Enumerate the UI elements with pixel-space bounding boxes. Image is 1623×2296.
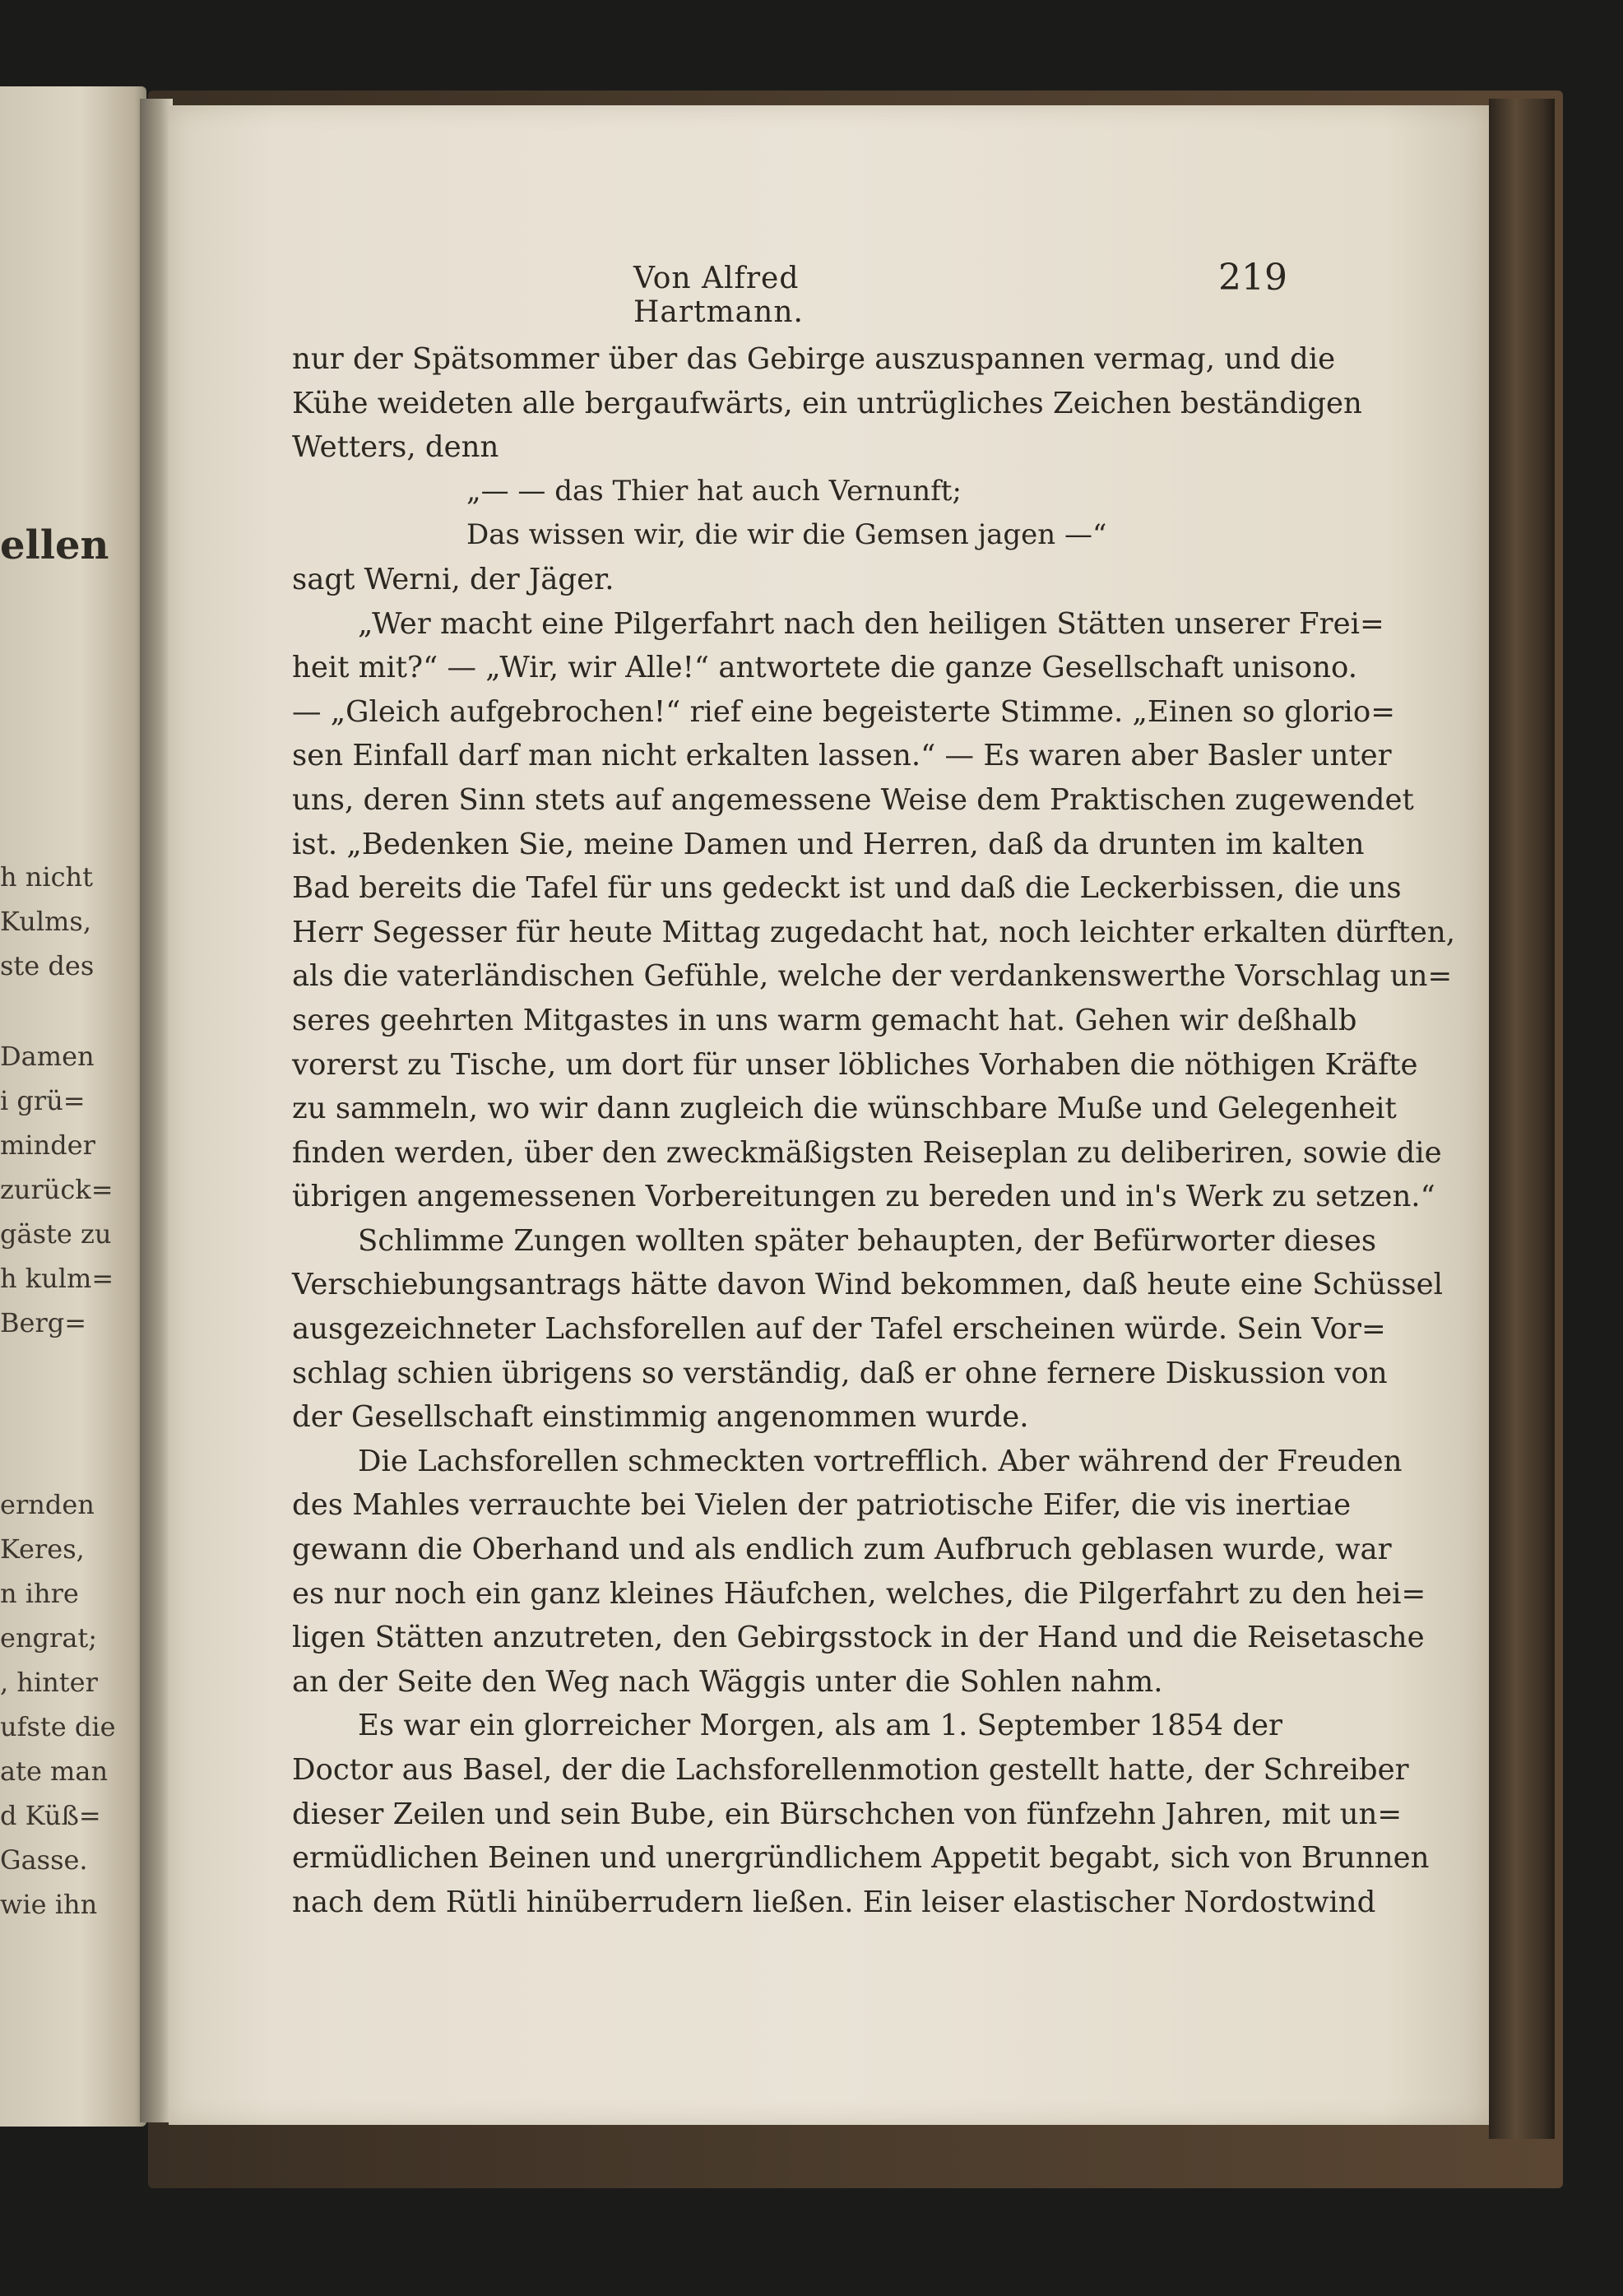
book-gutter	[140, 99, 173, 2122]
left-page-line: wie ihn	[0, 1889, 98, 1920]
left-page-line: Damen	[0, 1041, 95, 1072]
text-line: ist. „Bedenken Sie, meine Damen und Herren, daß da drunten im kalten	[292, 827, 1365, 861]
text-line: der Gesellschaft einstimmig angenommen wurde.	[292, 1400, 1029, 1435]
text-line: ligen Stätten anzutreten, den Gebirgsstock in der Hand und die Reisetasche	[292, 1621, 1425, 1655]
text-line: Die Lachsforellen schmeckten vortrefflich. Aber während der Freuden	[358, 1444, 1403, 1478]
left-page-line: engrat;	[0, 1622, 98, 1654]
text-line: nach dem Rütli hinüberrudern ließen. Ein leiser elastischer Nordostwind	[292, 1885, 1376, 1919]
left-page-heading-fragment: ellen	[0, 522, 109, 568]
text-line: nur der Spätsommer über das Gebirge auszuspannen vermag, und die	[292, 342, 1336, 376]
text-line: schlag schien übrigens so verständig, daß er ohne fernere Diskussion von	[292, 1356, 1388, 1390]
page-number: 219	[1218, 257, 1287, 299]
text-line: als die vaterländischen Gefühle, welche der verdankenswerthe Vorschlag un=	[292, 959, 1453, 994]
left-page-line: zurück=	[0, 1174, 114, 1205]
text-line: Herr Segesser für heute Mittag zugedacht hat, noch leichter erkalten dürften,	[292, 915, 1456, 949]
verse-line: „— — das Thier hat auch Vernunft;	[466, 474, 962, 508]
left-page-line: Berg=	[0, 1307, 87, 1338]
text-line: übrigen angemessenen Vorbereitungen zu bereden und in's Werk zu setzen.“	[292, 1180, 1435, 1214]
text-line: gewann die Oberhand und als endlich zum Aufbruch geblasen wurde, war	[292, 1533, 1392, 1567]
text-line: heit mit?“ — „Wir, wir Alle!“ antwortete die ganze Gesellschaft unisono.	[292, 651, 1358, 685]
left-page-line: h nicht	[0, 861, 94, 893]
left-page-line: , hinter	[0, 1667, 98, 1698]
text-line: Verschiebungsantrags hätte davon Wind bekommen, daß heute eine Schüssel	[292, 1268, 1443, 1302]
left-page-line: Gasse.	[0, 1844, 88, 1876]
left-page-line: minder	[0, 1129, 95, 1161]
left-page	[0, 86, 146, 2127]
left-page-line: i grü=	[0, 1085, 86, 1116]
text-line: seres geehrten Mitgastes in uns warm gemacht hat. Gehen wir deßhalb	[292, 1003, 1357, 1037]
text-line: vorerst zu Tische, um dort für unser löbliches Vorhaben die nöthigen Kräfte	[292, 1047, 1418, 1082]
left-page-line: ernden	[0, 1489, 95, 1520]
text-line: finden werden, über den zweckmäßigsten Reiseplan zu deliberiren, sowie die	[292, 1135, 1442, 1170]
text-line: Wetters, denn	[292, 430, 499, 465]
text-line: — „Gleich aufgebrochen!“ rief eine begeisterte Stimme. „Einen so glorio=	[292, 694, 1395, 729]
left-page-line: ate man	[0, 1756, 109, 1787]
text-line: an der Seite den Weg nach Wäggis unter die Sohlen nahm.	[292, 1664, 1163, 1699]
body-text	[292, 337, 1456, 1924]
text-line: sagt Werni, der Jäger.	[292, 562, 614, 596]
text-line: des Mahles verrauchte bei Vielen der patriotische Eifer, die vis inertiae	[292, 1488, 1352, 1523]
left-page-line: gäste zu	[0, 1218, 112, 1250]
text-line: Bad bereits die Tafel für uns gedeckt ist und daß die Leckerbissen, die uns	[292, 871, 1402, 906]
text-line: Es war ein glorreicher Morgen, als am 1. September 1854 der	[358, 1709, 1282, 1743]
text-line: Doctor aus Basel, der die Lachsforellenmotion gestellt hatte, der Schreiber	[292, 1753, 1409, 1787]
text-line: Kühe weideten alle bergaufwärts, ein untrügliches Zeichen beständigen	[292, 386, 1362, 420]
text-line: ermüdlichen Beinen und unergründlichem Appetit begabt, sich von Brunnen	[292, 1841, 1430, 1876]
text-line: ausgezeichneter Lachsforellen auf der Tafel erscheinen würde. Sein Vor=	[292, 1312, 1386, 1347]
text-line: Schlimme Zungen wollten später behaupten, der Befürworter dieses	[358, 1223, 1377, 1258]
left-page-line: ufste die	[0, 1711, 116, 1742]
cover-edge	[1489, 99, 1555, 2139]
text-line: „Wer macht eine Pilgerfahrt nach den heiligen Stätten unserer Frei=	[358, 606, 1384, 641]
left-page-line: d Küß=	[0, 1800, 101, 1831]
left-page-line: h kulm=	[0, 1263, 114, 1294]
text-line: sen Einfall darf man nicht erkalten lassen.“ — Es waren aber Basler unter	[292, 739, 1392, 773]
left-page-line: Keres,	[0, 1533, 85, 1565]
text-line: zu sammeln, wo wir dann zugleich die wünschbare Muße und Gelegenheit	[292, 1092, 1397, 1126]
running-title: Von Alfred Hartmann.	[633, 262, 804, 329]
left-page-line: ste des	[0, 950, 95, 981]
text-line: uns, deren Sinn stets auf angemessene Weise dem Praktischen zugewendet	[292, 782, 1414, 817]
text-line: dieser Zeilen und sein Bube, ein Bürschchen von fünfzehn Jahren, mit un=	[292, 1797, 1403, 1831]
text-line: es nur noch ein ganz kleines Häufchen, welches, die Pilgerfahrt zu den hei=	[292, 1576, 1426, 1611]
left-page-line: Kulms,	[0, 906, 91, 937]
left-page-line: n ihre	[0, 1578, 79, 1609]
verse-line: Das wissen wir, die wir die Gemsen jagen —“	[466, 518, 1107, 552]
